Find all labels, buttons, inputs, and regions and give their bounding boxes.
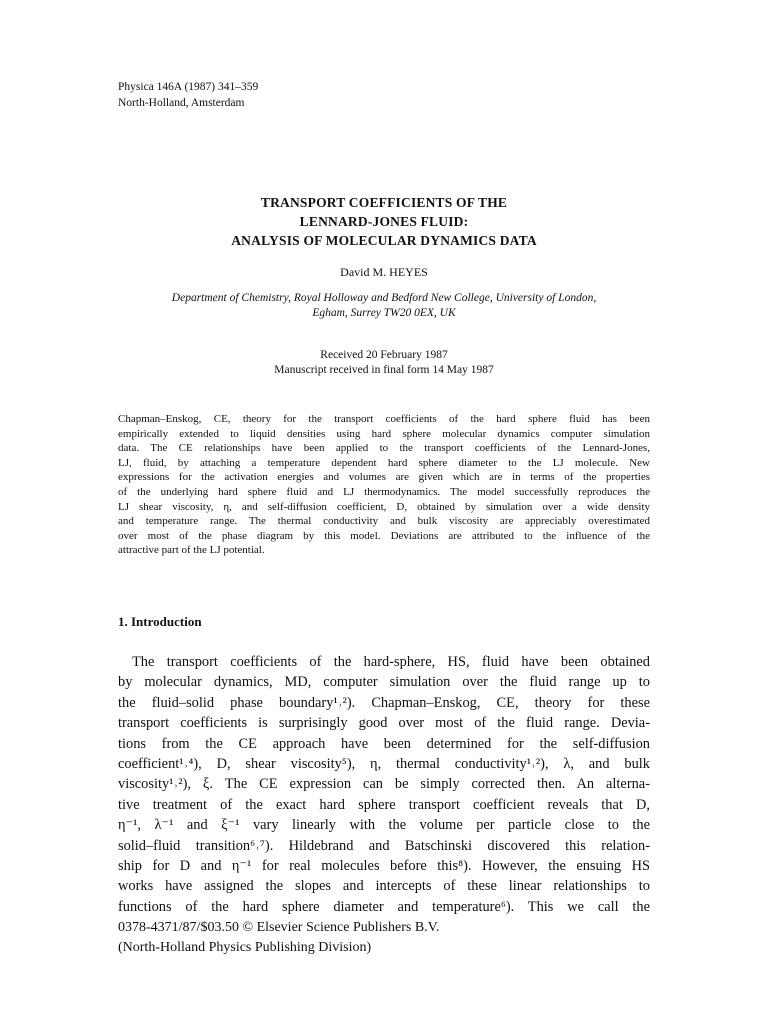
abstract-line: attractive part of the LJ potential. bbox=[118, 544, 265, 557]
body-line: coefficient¹˒⁴), D, shear viscosity⁵), η, thermal conductivity¹˒²), λ, and bulk bbox=[118, 756, 650, 773]
abstract-line: Chapman–Enskog, CE, theory for the transport coefficients of the hard sphere fluid has been bbox=[118, 413, 650, 425]
abstract-line: data. The CE relationships have been applied to the transport coefficients of the Lennard-Jones, bbox=[118, 442, 650, 455]
journal-publisher: North-Holland, Amsterdam bbox=[118, 97, 245, 109]
body-line: tive treatment of the exact hard sphere transport coefficient reveals that D, bbox=[118, 796, 650, 813]
body-line: η⁻¹, λ⁻¹ and ξ⁻¹ vary linearly with the volume per particle close to the bbox=[118, 817, 650, 834]
body-line: viscosity¹˒²), ξ. The CE expression can be simply corrected then. An alterna- bbox=[118, 776, 650, 793]
body-line: The transport coefficients of the hard-sphere, HS, fluid have been obtained bbox=[132, 654, 650, 670]
author-name: David M. HEYES bbox=[340, 265, 428, 279]
affiliation bbox=[118, 291, 650, 321]
body-line: transport coefficients is surprisingly good over most of the fluid range. Devia- bbox=[118, 715, 650, 732]
abstract-line: empirically extended to liquid densities using hard sphere molecular dynamics computer simulation bbox=[118, 427, 650, 440]
abstract-line: LJ, fluid, by attaching a temperature dependent hard sphere diameter to the LJ molecule. New bbox=[118, 456, 650, 469]
journal-info bbox=[118, 79, 258, 111]
title-line-3: ANALYSIS OF MOLECULAR DYNAMICS DATA bbox=[231, 233, 537, 248]
body-line: the fluid–solid phase boundary¹˒²). Chapman–Enskog, CE, theory for these bbox=[118, 694, 650, 711]
body-line: tions from the CE approach have been determined for the self-diffusion bbox=[118, 735, 650, 752]
journal-citation: Physica 146A (1987) 341–359 bbox=[118, 81, 259, 93]
body-line: functions of the hard sphere diameter and temperature⁶). This we call the bbox=[118, 898, 650, 915]
body-line: ship for D and η⁻¹ for real molecules before this⁸). However, the ensuing HS bbox=[118, 858, 650, 875]
abstract-line: and temperature range. The thermal conductivity and bulk viscosity are appreciably overestimated bbox=[118, 515, 650, 528]
paper-title bbox=[0, 193, 768, 250]
abstract bbox=[118, 412, 650, 558]
title-line-2: LENNARD-JONES FLUID: bbox=[299, 214, 469, 229]
title-line-1: TRANSPORT COEFFICIENTS OF THE bbox=[260, 195, 508, 210]
affiliation-line-1: Department of Chemistry, Royal Holloway and Bedford New College, University of London, bbox=[171, 292, 597, 304]
section-heading: 1. Introduction bbox=[118, 614, 202, 629]
copyright-footer bbox=[118, 918, 439, 958]
body-line: works have assigned the slopes and intercepts of these linear relationships to bbox=[118, 878, 650, 895]
final-form-date: Manuscript received in final form 14 May 1987 bbox=[274, 364, 494, 376]
received-dates bbox=[0, 348, 768, 378]
received-date: Received 20 February 1987 bbox=[320, 349, 448, 361]
body-line: solid–fluid transition⁶˒⁷). Hildebrand and Batschinski discovered this relation- bbox=[118, 837, 650, 854]
abstract-line: expressions for the activation energies and volumes are given which are in terms of the properties bbox=[118, 471, 650, 484]
abstract-line: LJ shear viscosity, η, and self-diffusion coefficient, D, obtained by simulation over a wide density bbox=[118, 500, 650, 513]
abstract-line: of the underlying hard sphere fluid and LJ thermodynamics. The model successfully reproduces the bbox=[118, 485, 650, 498]
body-paragraph bbox=[118, 652, 650, 917]
body-line: by molecular dynamics, MD, computer simulation over the fluid range up to bbox=[118, 674, 650, 691]
affiliation-line-2: Egham, Surrey TW20 0EX, UK bbox=[312, 307, 456, 319]
copyright-line: 0378-4371/87/$03.50 © Elsevier Science Publishers B.V. bbox=[118, 920, 440, 935]
abstract-line: over most of the phase diagram by this model. Deviations are attributed to the influence of the bbox=[118, 529, 650, 542]
publishing-division: (North-Holland Physics Publishing Division) bbox=[118, 940, 372, 955]
